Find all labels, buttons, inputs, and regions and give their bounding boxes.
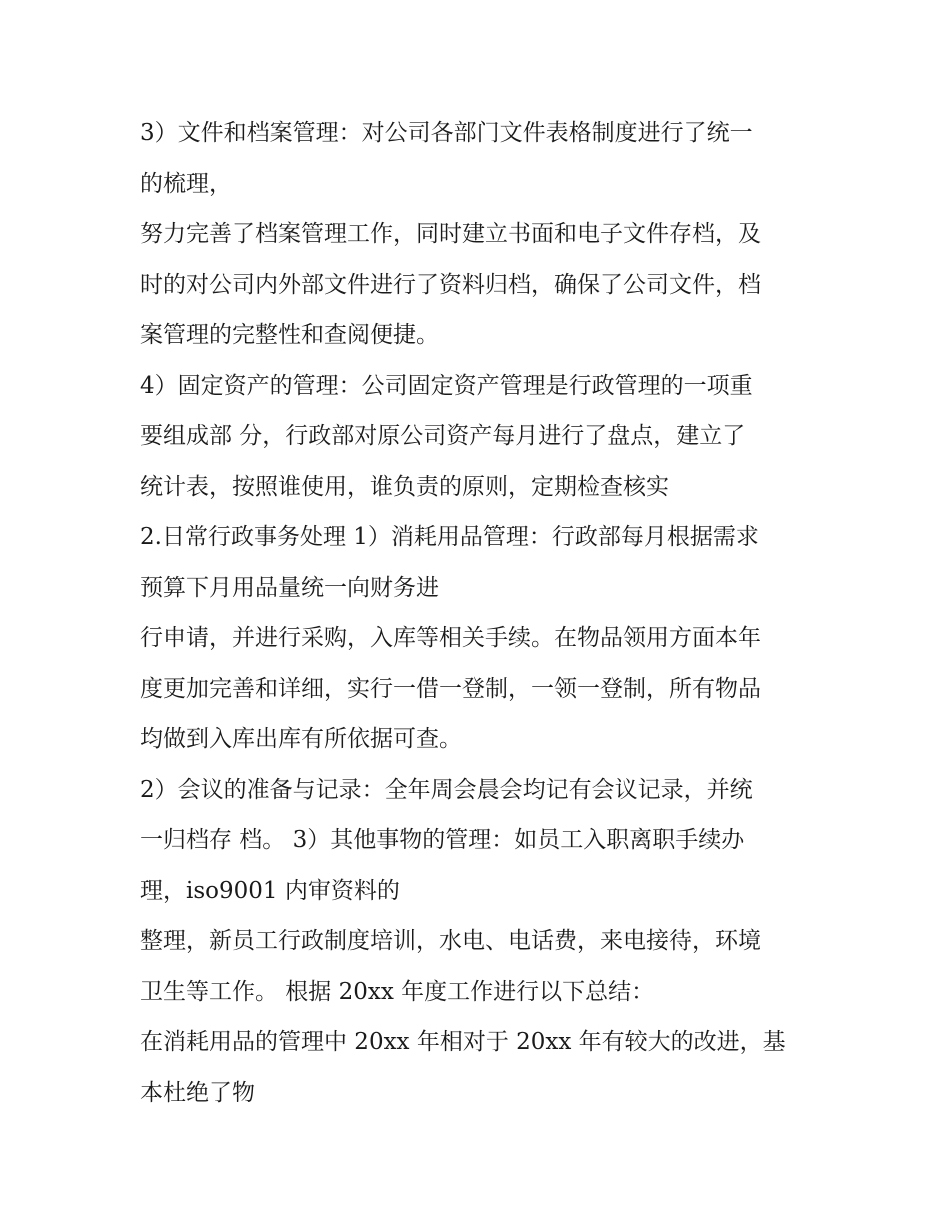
text-line: 度更加完善和详细，实行一借一登制，一领一登制，所有物品 — [140, 675, 761, 702]
text-line: 在消耗用品的管理中 20xx 年相对于 20xx 年有较大的改进，基 — [140, 1029, 786, 1055]
text-line: 的梳理， — [140, 170, 232, 197]
text-line: 卫生等工作。 根据 20xx 年度工作进行以下总结： — [140, 978, 655, 1005]
text-line: 理，iso9001 内审资料的 — [140, 877, 400, 904]
text-line: 预算下月用品量统一向财务进 — [140, 574, 439, 601]
text-line: 3）文件和档案管理：对公司各部门文件表格制度进行了统一 — [140, 120, 753, 146]
text-line: 2）会议的准备与记录：全年周会晨会均记有会议记录，并统 — [140, 776, 753, 803]
text-line: 案管理的完整性和查阅便捷。 — [140, 322, 439, 348]
text-line: 4）固定资产的管理：公司固定资产管理是行政管理的一项重 — [140, 372, 753, 399]
text-line: 本杜绝了物 — [140, 1079, 255, 1106]
text-line: 整理，新员工行政制度培训，水电、电话费，来电接待，环境 — [140, 928, 761, 954]
text-line: 努力完善了档案管理工作，同时建立书面和电子文件存档，及 — [140, 221, 761, 247]
document-body — [140, 108, 830, 1118]
text-line: 行申请，并进行采购，入库等相关手续。在物品领用方面本年 — [140, 625, 761, 651]
text-line: 2.日常行政事务处理 1）消耗用品管理：行政部每月根据需求 — [140, 524, 759, 550]
text-line: 统计表，按照谁使用，谁负责的原则，定期检查核实 — [140, 473, 669, 500]
text-line: 一归档存 档。 3）其他事物的管理：如员工入职离职手续办 — [140, 827, 745, 853]
text-line: 要组成部 分，行政部对原公司资产每月进行了盘点，建立了 — [140, 423, 746, 449]
text-line: 时的对公司内外部文件进行了资料归档，确保了公司文件，档 — [140, 271, 761, 298]
text-line: 均做到入库出库有所依据可查。 — [140, 726, 462, 752]
